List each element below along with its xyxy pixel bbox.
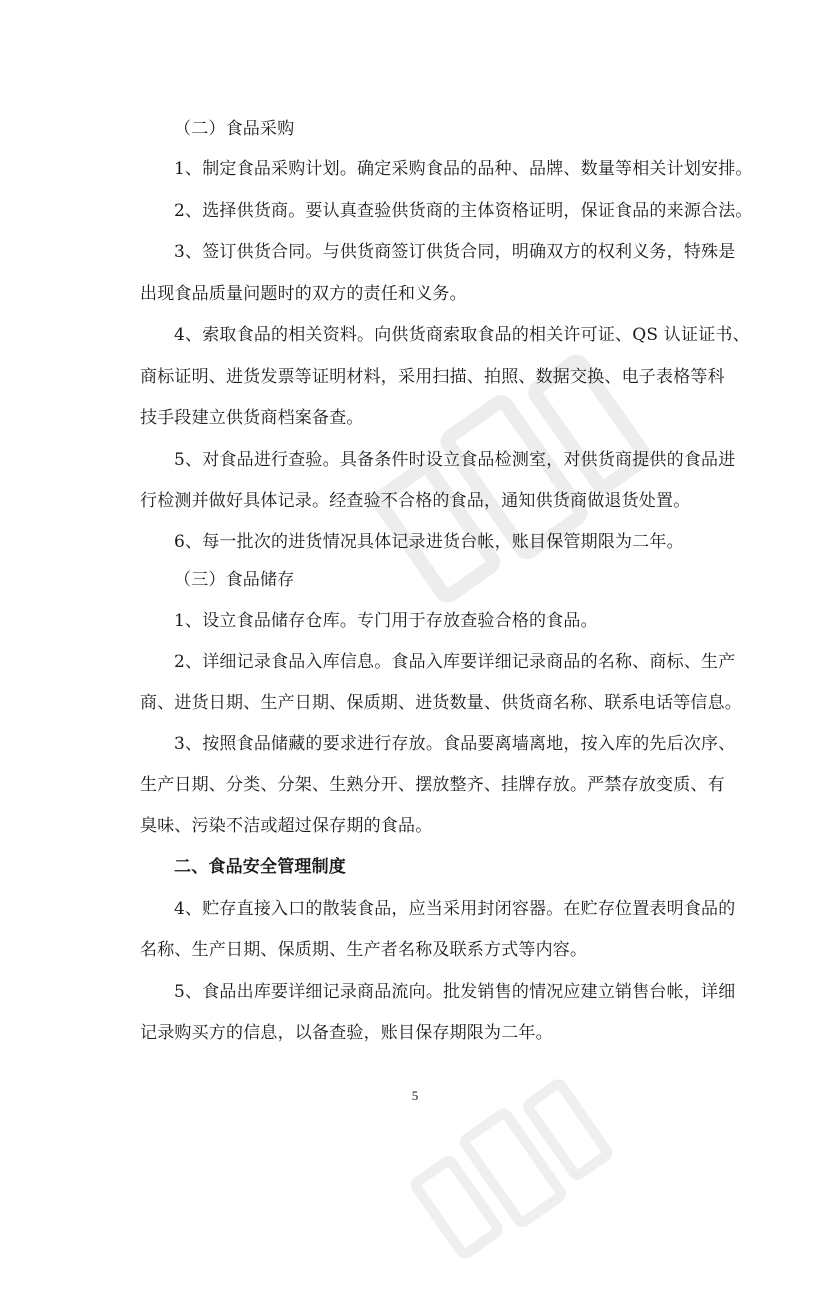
paragraph-line: 5、对食品进行查验。具备条件时设立食品检测室，对供货商提供的食品进 xyxy=(174,450,736,470)
section-heading-safety-management: 二、食品安全管理制度 xyxy=(174,857,346,877)
paragraph-line: 记录购买方的信息，以备查验，账目保存期限为二年。 xyxy=(140,1023,553,1043)
paragraph-line: 生产日期、分类、分架、生熟分开、摆放整齐、挂牌存放。严禁存放变质、有 xyxy=(140,775,725,795)
paragraph-line: 名称、生产日期、保质期、生产者名称及联系方式等内容。 xyxy=(140,940,588,960)
paragraph-line: 商标证明、进货发票等证明材料，采用扫描、拍照、数据交换、电子表格等科 xyxy=(140,367,725,387)
paragraph-line: 技手段建立供货商档案备查。 xyxy=(140,408,364,428)
paragraph-line: 4、贮存直接入口的散装食品，应当采用封闭容器。在贮存位置表明食品的 xyxy=(174,899,736,919)
paragraph-line: 3、签订供货合同。与供货商签订供货合同，明确双方的权利义务，特殊是 xyxy=(174,242,736,262)
paragraph-line: 5、食品出库要详细记录商品流向。批发销售的情况应建立销售台帐，详细 xyxy=(174,982,736,1002)
paragraph-line: 1、制定食品采购计划。确定采购食品的品种、品牌、数量等相关计划安排。 xyxy=(174,159,753,179)
watermark-stamp-icon-lower xyxy=(380,1040,640,1300)
paragraph-line: 2、选择供货商。要认真查验供货商的主体资格证明，保证食品的来源合法。 xyxy=(174,201,753,221)
paragraph-line: 出现食品质量问题时的双方的责任和义务。 xyxy=(140,284,467,304)
paragraph-line: 3、按照食品储藏的要求进行存放。食品要离墙离地，按入库的先后次序、 xyxy=(174,734,736,754)
page-number: 5 xyxy=(411,1088,419,1103)
paragraph-line: 商、进货日期、生产日期、保质期、进货数量、供货商名称、联系电话等信息。 xyxy=(140,693,742,713)
paragraph-line: 4、索取食品的相关资料。向供货商索取食品的相关许可证、QS 认证证书、 xyxy=(174,325,750,345)
watermark-stamp-icon xyxy=(330,300,690,660)
paragraph-line: 6、每一批次的进货情况具体记录进货台帐，账目保管期限为二年。 xyxy=(174,532,684,552)
paragraph-line: 行检测并做好具体记录。经查验不合格的食品，通知供货商做退货处置。 xyxy=(140,491,691,511)
paragraph-line: 2、详细记录食品入库信息。食品入库要详细记录商品的名称、商标、生产 xyxy=(174,652,736,672)
paragraph-line: 臭味、污染不洁或超过保存期的食品。 xyxy=(140,816,433,836)
section-heading-food-storage: （三）食品储存 xyxy=(174,570,295,590)
paragraph-line: 1、设立食品储存仓库。专门用于存放查验合格的食品。 xyxy=(174,611,598,631)
section-heading-food-purchase: （二）食品采购 xyxy=(174,119,295,139)
